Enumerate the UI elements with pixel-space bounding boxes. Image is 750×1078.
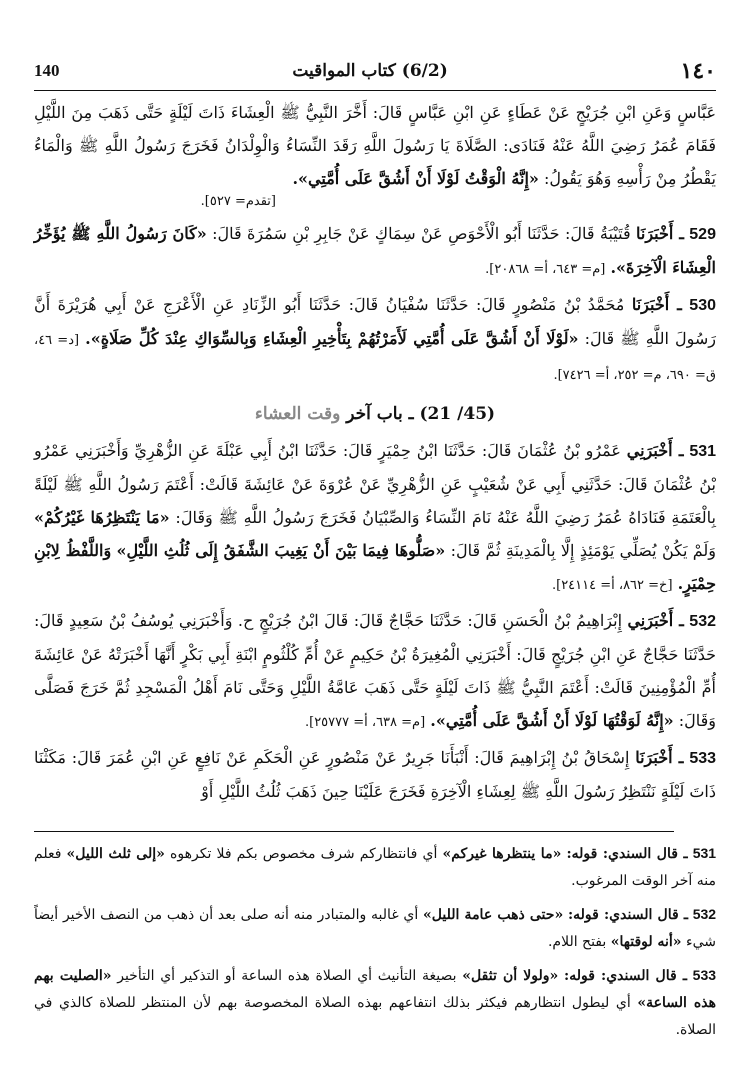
hadith-530 — [34, 288, 716, 392]
hadith-quote: «لَوْلَا أَنْ أَشُقَّ عَلَى أُمَّتِي لَأَمَرْتُهُمْ بِتَأْخِيرِ الْعِشَاءِ وَبِالسِّوَاكِ عِنْدَ كُلِّ صَلَاةٍ». — [85, 329, 579, 348]
hadith-533 — [34, 741, 716, 808]
hadith-number: 530 — [689, 297, 716, 314]
hadith-number: 529 — [689, 226, 716, 243]
hadith-text: إِبْرَاهِيمُ بْنُ الْحَسَنِ قَالَ: حَدَّثَنَا حَجَّاجٌ قَالَ: قَالَ ابْنُ جُرَيْجٍ ح. وَأَخْبَرَنِي يُوسُفُ بْنُ سَعِيدٍ قَالَ: حَدَّثَنَا حَجَّاجٌ عَنِ ابْنِ جُرَيْجٍ قَالَ: أَخْبَرَنِي الْمُغِيرَةُ بْنُ حَكِيمٍ عَنْ أُمِّ كُلْثُومٍ ابْنَةِ أَبِي بَكْرٍ أَنَّهَا أَخْبَرَتْهُ عَنْ عَائِشَةَ أُمِّ الْمُؤْمِنِينَ قَالَتْ: أَعْتَمَ النَّبِيُّ ﷺ ذَاتَ لَيْلَةٍ حَتَّى ذَهَبَ عَامَّةُ اللَّيْلِ وَحَتَّى نَامَ أَهْلُ الْمَسْجِدِ ثُمَّ خَرَجَ فَصَلَّى وَقَالَ: — [34, 611, 717, 730]
page-number-arabic: ١٤٠ — [680, 58, 716, 84]
hadith-quote: «إِنَّهُ الْوَقْتُ لَوْلَا أَنْ أَشُقَّ عَلَى أُمَّتِي». — [292, 169, 539, 188]
footnote-rule — [34, 831, 674, 832]
footnote-quote: «حتى ذهب عامة الليل» — [423, 907, 564, 923]
hadith-quote: «كَانَ رَسُولُ اللَّهِ ﷺ يُؤَخِّرُ الْعِشَاءَ الْآخِرَةَ». — [34, 224, 716, 277]
chapter-faded-text: وقت العشاء — [254, 404, 341, 424]
main-text — [34, 96, 716, 810]
footnote-number: 531 — [692, 845, 717, 861]
hadith-number: 532 — [689, 613, 716, 630]
footnote-531 — [34, 840, 716, 895]
footnote-quote: «ما ينتظرها غيركم» — [442, 846, 562, 862]
hadith-number: 533 — [689, 750, 717, 767]
hadith-quote-2: «صَلُّوهَا فِيمَا بَيْنَ أَنْ يَغِيبَ الشَّفَقُ إِلَى ثُلُثِ اللَّيْلِ» — [116, 541, 446, 560]
hadith-text-2: وَلَمْ يَكُنْ يُصَلِّي يَوْمَئِذٍ إِلَّا بِالْمَدِينَةِ ثُمَّ قَالَ: — [450, 541, 717, 560]
running-title: (6/2) كتاب المواقيت — [292, 61, 448, 81]
chapter-label: (45/ 21) ـ باب آخر — [346, 404, 496, 424]
hadith-text: إِسْحَاقُ بْنُ إِبْرَاهِيمَ قَالَ: أَنْبَأَنَا جَرِيرٌ عَنْ مَنْصُورٍ عَنِ الْحَكَمِ عَنْ نَافِعٍ عَنِ ابْنِ عُمَرَ قَالَ: مَكَثْنَا ذَاتَ لَيْلَةٍ نَنْتَظِرُ رَسُولَ اللَّهِ ﷺ لِعِشَاءِ الْآخِرَةِ فَخَرَجَ عَلَيْنَا حِينَ ذَهَبَ ثُلُثُ اللَّيْلِ أَوْ — [34, 748, 716, 801]
footnote-text-2: فعلم منه آخر الوقت المرغوب. — [34, 846, 716, 889]
hadith-text: مُحَمَّدُ بْنُ مَنْصُورٍ قَالَ: حَدَّثَنَا سُفْيَانُ قَالَ: حَدَّثَنَا أَبُو الزِّنَادِ عَنِ الْأَعْرَجِ عَنْ أَبِي هُرَيْرَةَ أَنَّ رَسُولَ اللَّهِ ﷺ قَالَ: — [34, 295, 716, 348]
footnote-quote: «ولولا أن تثقل» — [462, 968, 559, 984]
hadith-529 — [34, 217, 716, 286]
footnote-quote-2: «أنه لوقتها» — [610, 934, 682, 950]
hadith-text-3: وَاللَّفْظُ لِابْنِ حِمْيَرٍ. — [34, 541, 716, 593]
footnote-533 — [34, 962, 716, 1044]
footnote-532 — [34, 901, 716, 956]
footnote-text: بصيغة التأنيث أي الصلاة هذه الساعة أو التذكير أي التأخير — [117, 968, 457, 984]
hadith-reference: [خ= ٨٦٢، أ= ٢٤١١٤]. — [551, 578, 673, 593]
hadith-quote: «إِنَّهُ لَوَقْتُهَا لَوْلَا أَنْ أَشُقَّ عَلَى أُمَّتِي». — [430, 711, 674, 730]
hadith-number: 531 — [689, 443, 717, 460]
footnote-number: 532 — [692, 906, 717, 922]
footnote-quote-2: «الصليت بهم هذه الساعة» — [34, 968, 716, 1011]
footnote-text: أي فانتظاركم شرف مخصوص بكم فلا تكرهوه — [170, 846, 438, 862]
hadith-reference: [م= ٦٤٣، أ= ٢٠٨٦٨]. — [485, 262, 606, 277]
footnote-number: 533 — [692, 967, 717, 983]
hadith-reference: [د= ٤٦، ق= ٦٩٠، م= ٢٥٢، أ= ٧٤٢٦]. — [34, 333, 716, 383]
footnote-lead: ـ قال السندي: قوله: — [566, 846, 688, 862]
hadith-lead: ـ أَخْبَرَنَا — [631, 295, 682, 314]
hadith-text: عَمْرُو بْنُ عُثْمَانَ قَالَ: حَدَّثَنَا ابْنُ حِمْيَرٍ قَالَ: حَدَّثَنَا ابْنُ أَبِي عَبْلَةَ عَنِ الزُّهْرِيِّ وَأَخْبَرَنِي عَمْرُو بْنُ عُثْمَانَ قَالَ: حَدَّثَنِي أَبِي عَنْ شُعَيْبٍ عَنِ الزُّهْرِيِّ عَنْ عُرْوَةَ عَنْ عَائِشَةَ قَالَتْ: أَعْتَمَ رَسُولُ اللَّهِ ﷺ لَيْلَةً بِالْعَتَمَةِ فَنَادَاهُ عُمَرُ رَضِيَ اللَّهُ عَنْهُ نَامَ النِّسَاءُ وَالصِّبْيَانُ فَخَرَجَ رَسُولُ اللَّهِ ﷺ وَقَالَ: — [34, 441, 717, 527]
hadith-531 — [34, 434, 716, 602]
hadith-text: عَبَّاسٍ وَعَنِ ابْنِ جُرَيْجٍ عَنْ عَطَاءٍ عَنِ ابْنِ عَبَّاسٍ قَالَ: أَخَّرَ النَّبِيُّ ﷺ الْعِشَاءَ ذَاتَ لَيْلَةٍ حَتَّى ذَهَبَ مِنَ اللَّيْلِ فَقَامَ عُمَرُ رَضِيَ اللَّهُ عَنْهُ فَنَادَى: الصَّلَاةَ يَا رَسُولَ اللَّهِ رَقَدَ النِّسَاءُ وَالْوِلْدَانُ فَخَرَجَ رَسُولُ اللَّهِ ﷺ وَالْمَاءُ يَقْطُرُ مِنْ رَأْسِهِ وَهُوَ يَقُولُ: — [34, 103, 716, 188]
hadith-lead: ـ أَخْبَرَنِي — [626, 441, 684, 460]
header-rule — [34, 90, 716, 91]
hadith-text: قُتَيْبَةُ قَالَ: حَدَّثَنَا أَبُو الْأَحْوَصِ عَنْ سِمَاكٍ عَنْ جَابِرِ بْنِ سَمُرَةَ قَالَ: — [212, 224, 631, 243]
chapter-heading — [34, 398, 716, 430]
hadith-continued — [34, 96, 716, 195]
hadith-lead: ـ أَخْبَرَنَا — [636, 224, 684, 243]
hadith-532 — [34, 604, 716, 739]
footnote-text-2: بفتح اللام. — [547, 934, 607, 950]
page-number-latin: 140 — [34, 61, 60, 80]
hadith-quote: «مَا يَنْتَظِرُهَا غَيْرُكُمْ» — [34, 508, 170, 527]
footnote-text-2: أي ليطول انتظارهم فيكثر بذلك انتفاعهم بهذه الصلاة المخصوصة بهم لأن المنتظر للصلاة كالذي في الصلاة. — [34, 995, 716, 1038]
hadith-reference: [م= ٦٣٨، أ= ٢٥٧٧٧]. — [304, 715, 426, 730]
footnotes — [34, 840, 716, 1050]
page-header — [34, 56, 716, 86]
hadith-lead: ـ أَخْبَرَنَا — [635, 748, 684, 767]
hadith-lead: ـ أَخْبَرَنِي — [627, 611, 684, 630]
footnote-text: أي غالبه والمتبادر منه أنه صلى بعد أن ذهب من النصف الأخير أيضاً شيء — [34, 907, 716, 950]
footnote-quote-2: «إلى ثلث الليل» — [66, 846, 165, 862]
hadith-reference: [تقدم= ٥٢٧]. — [200, 194, 276, 209]
footnote-lead: ـ قال السندي: قوله: — [564, 968, 687, 984]
footnote-lead: ـ قال السندي: قوله: — [567, 907, 688, 923]
